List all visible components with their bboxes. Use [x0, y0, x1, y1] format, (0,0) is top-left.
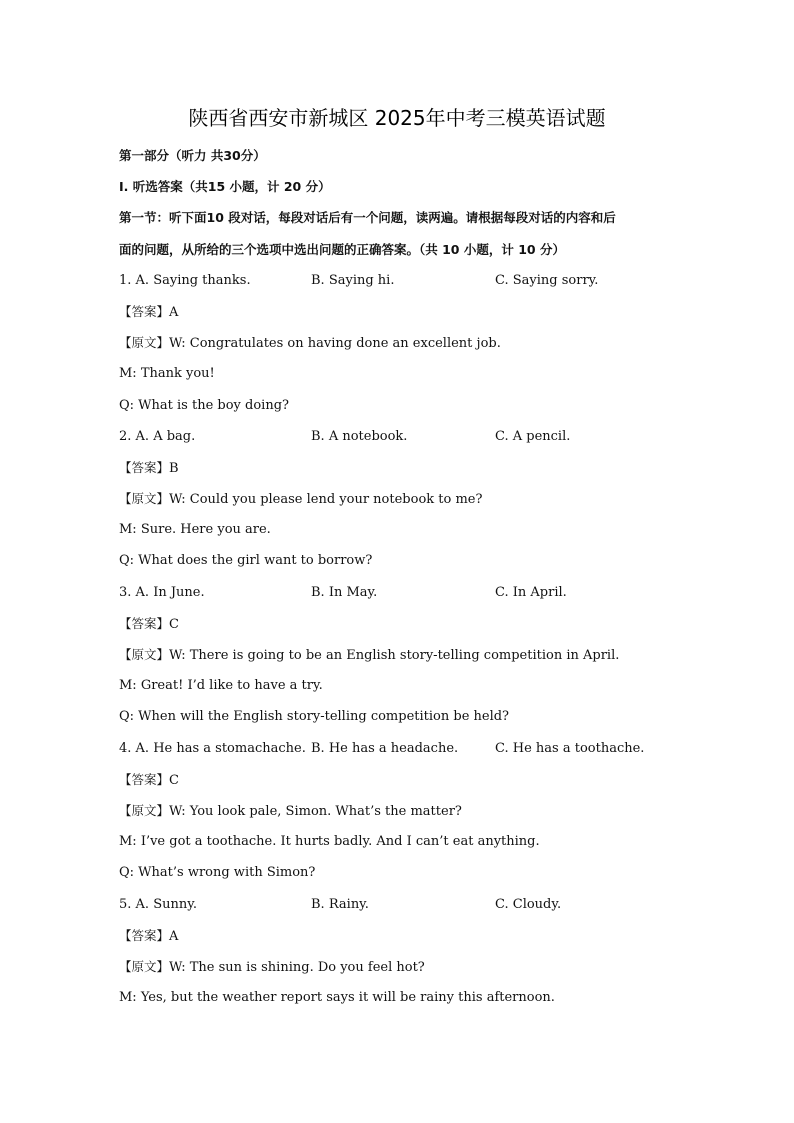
answer-label: 【答案】: [119, 771, 170, 787]
answer-label: 【答案】: [119, 615, 170, 631]
transcript-text: W: Could you please lend your notebook to me?: [169, 492, 483, 508]
question-block: [119, 265, 689, 421]
option-b: B. A notebook.: [311, 428, 408, 444]
option-a: 5. A. Sunny.: [119, 896, 197, 912]
answer-value: B: [169, 460, 179, 476]
answer-line: [119, 608, 689, 639]
answer-value: A: [169, 928, 179, 944]
transcript-line: M: Great! I’d like to have a try.: [119, 678, 323, 694]
answer-line: [119, 920, 689, 951]
option-b: B. He has a headache.: [311, 740, 459, 756]
question-block: [119, 421, 689, 577]
answer-line: [119, 764, 689, 795]
answer-label: 【答案】: [119, 303, 170, 319]
part-heading: 第一部分（听力 共30分）: [119, 148, 266, 163]
transcript-line: M: Sure. Here you are.: [119, 522, 271, 538]
question-options: [119, 733, 689, 764]
content-body: [119, 140, 689, 1013]
option-a: 4. A. He has a stomachache.: [119, 740, 306, 756]
transcript-label: 【原文】: [119, 491, 170, 507]
transcript-label: 【原文】: [119, 335, 170, 351]
transcript-line: [119, 795, 689, 826]
option-a: 3. A. In June.: [119, 584, 205, 600]
transcript-line: Q: What’s wrong with Simon?: [119, 865, 316, 881]
answer-line: [119, 452, 689, 483]
transcript-label: 【原文】: [119, 802, 170, 818]
transcript-label: 【原文】: [119, 647, 170, 662]
transcript-line: [119, 327, 689, 358]
instructions-line: 第一节：听下面10 段对话，每段对话后有一个问题，读两遍。请根据每段对话的内容和后: [119, 210, 616, 226]
transcript-line: M: Thank you!: [119, 366, 215, 382]
transcript-line: Q: What is the boy doing?: [119, 397, 289, 413]
answer-label: 【答案】: [119, 927, 170, 943]
option-c: C. A pencil.: [495, 428, 571, 444]
answer-line: [119, 296, 689, 327]
option-b: B. Saying hi.: [311, 272, 395, 288]
question-block: [119, 889, 689, 1014]
transcript-text: W: Congratulates on having done an excellent job.: [169, 336, 501, 352]
answer-value: A: [169, 304, 179, 320]
instructions-line: 面的问题，从所给的三个选项中选出问题的正确答案。（共 10 小题，计 10 分）: [119, 241, 565, 257]
answer-value: C: [169, 616, 179, 632]
question-options: [119, 265, 689, 296]
question-options: [119, 889, 689, 920]
transcript-label: 【原文】: [119, 958, 170, 974]
question-block: [119, 733, 689, 889]
option-b: B. In May.: [311, 584, 378, 600]
option-c: C. Saying sorry.: [495, 272, 599, 288]
option-a: 1. A. Saying thanks.: [119, 272, 251, 288]
transcript-line: Q: What does the girl want to borrow?: [119, 553, 373, 569]
page-title: 陕西省西安市新城区 2025年中考三模英语试题: [188, 106, 606, 130]
transcript-line: M: I’ve got a toothache. It hurts badly. And I can’t eat anything.: [119, 834, 540, 850]
answer-label: 【答案】: [119, 459, 170, 475]
answer-value: C: [169, 772, 179, 788]
option-b: B. Rainy.: [311, 896, 369, 912]
transcript-line: Q: When will the English story-telling competition be held?: [119, 709, 510, 725]
question-options: [119, 577, 689, 608]
transcript-line: [119, 639, 689, 670]
transcript-line: [119, 483, 689, 514]
option-a: 2. A. A bag.: [119, 428, 196, 444]
option-c: C. In April.: [495, 584, 567, 600]
option-c: C. Cloudy.: [495, 896, 562, 912]
transcript-text: W: There is going to be an English story-telling competition in April.: [169, 648, 620, 663]
option-c: C. He has a toothache.: [495, 740, 645, 756]
transcript-line: M: Yes, but the weather report says it will be rainy this afternoon.: [119, 990, 555, 1006]
question-block: [119, 577, 689, 733]
transcript-text: W: You look pale, Simon. What’s the matter?: [169, 803, 462, 819]
transcript-line: [119, 951, 689, 982]
question-options: [119, 421, 689, 452]
transcript-text: W: The sun is shining. Do you feel hot?: [169, 959, 425, 975]
section-heading: Ⅰ. 听选答案（共15 小题，计 20 分）: [119, 179, 331, 195]
question-list: [119, 265, 689, 1014]
